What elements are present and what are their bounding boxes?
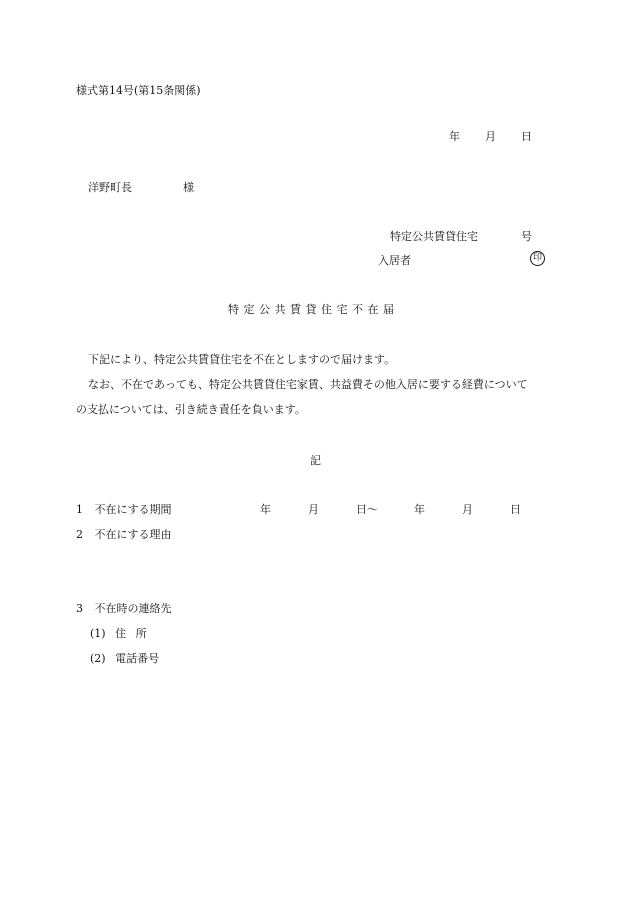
body-line-3: の支払については、引き続き責任を負います。 bbox=[76, 403, 306, 416]
absence-reason-label: 2 不在にする理由 bbox=[76, 528, 172, 541]
form-number: 様式第14号(第15条関係) bbox=[76, 84, 201, 97]
period-from-day: 日〜 bbox=[356, 503, 378, 516]
contact-phone-label: (2) 電話番号 bbox=[90, 652, 160, 665]
period-to-day: 日 bbox=[510, 503, 521, 516]
ki-label: 記 bbox=[310, 454, 321, 467]
housing-number-suffix: 号 bbox=[521, 230, 532, 243]
body-line-1: 下記により、特定公共賃貸住宅を不在としますので届けます。 bbox=[88, 353, 396, 366]
contact-address-label: (1) 住 所 bbox=[90, 627, 147, 640]
contact-label: 3 不在時の連絡先 bbox=[76, 602, 172, 615]
date-month-label: 月 bbox=[485, 130, 496, 143]
resident-label: 入居者 bbox=[378, 254, 411, 267]
addressee-name: 洋野町長 bbox=[88, 181, 132, 194]
document-title: 特定公共賃貸住宅不在届 bbox=[228, 303, 399, 316]
housing-label: 特定公共賃貸住宅 bbox=[390, 230, 478, 243]
period-from-month: 月 bbox=[308, 503, 319, 516]
body-line-2: なお、不在であっても、特定公共賃貸住宅家賃、共益費その他入居に要する経費について bbox=[88, 378, 528, 391]
seal-mark: 印 bbox=[530, 251, 545, 266]
date-year-label: 年 bbox=[449, 130, 460, 143]
period-to-year: 年 bbox=[414, 503, 425, 516]
period-to-month: 月 bbox=[462, 503, 473, 516]
absence-period-label: 1 不在にする期間 bbox=[76, 503, 172, 516]
period-from-year: 年 bbox=[260, 503, 271, 516]
addressee-honorific: 様 bbox=[183, 181, 194, 194]
date-day-label: 日 bbox=[521, 130, 532, 143]
